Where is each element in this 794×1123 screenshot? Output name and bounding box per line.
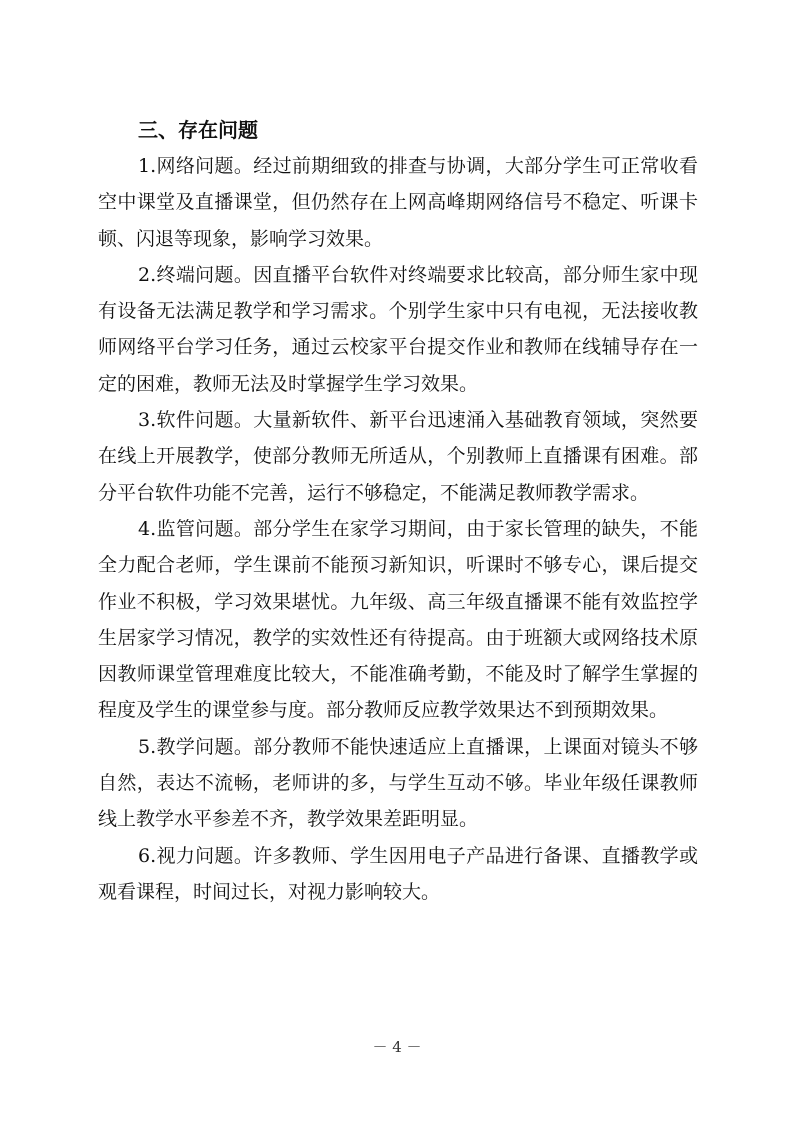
paragraph-supervision-issue: 4.监管问题。部分学生在家学习期间，由于家长管理的缺失，不能全力配合老师，学生课前不能预习新知识，听课时不够专心，课后提交作业不积极，学习效果堪忧。九年级、高三年级直播课不能有效监控学生居家学习情况，教学的实效性还有待提高。由于班额大或网络技术原因教师课堂管理难度比较大，不能准确考勤，不能及时了解学生掌握的程度及学生的课堂参与度。部分教师反应教学效果达不到预期效果。	[98, 517, 698, 722]
paragraph-eyesight-issue: 6.视力问题。许多教师、学生因用电子产品进行备课、直播教学或观看课程，时间过长，对视力影响较大。	[98, 844, 698, 903]
paragraph-terminal-issue: 2.终端问题。因直播平台软件对终端要求比较高，部分师生家中现有设备无法满足教学和学习需求。个别学生家中只有电视，无法接收教师网络平台学习任务，通过云校家平台提交作业和教师在线辅导存在一定的困难，教师无法及时掌握学生学习效果。	[98, 263, 698, 395]
page-number: － 4 －	[372, 1038, 422, 1056]
paragraph-network-issue: 1.网络问题。经过前期细致的排查与协调，大部分学生可正常收看空中课堂及直播课堂，但仍然存在上网高峰期网络信号不稳定、听课卡顿、闪退等现象，影响学习效果。	[98, 155, 698, 250]
document-body	[98, 112, 698, 910]
section-heading: 三、存在问题	[138, 118, 258, 142]
paragraph-software-issue: 3.软件问题。大量新软件、新平台迅速涌入基础教育领域，突然要在线上开展教学，使部分教师无所适从，个别教师上直播课有困难。部分平台软件功能不完善，运行不够稳定，不能满足教师教学需求。	[98, 409, 698, 504]
paragraph-teaching-issue: 5.教学问题。部分教师不能快速适应上直播课，上课面对镜头不够自然，表达不流畅，老师讲的多，与学生互动不够。毕业年级任课教师线上教学水平参差不齐，教学效果差距明显。	[98, 735, 698, 831]
